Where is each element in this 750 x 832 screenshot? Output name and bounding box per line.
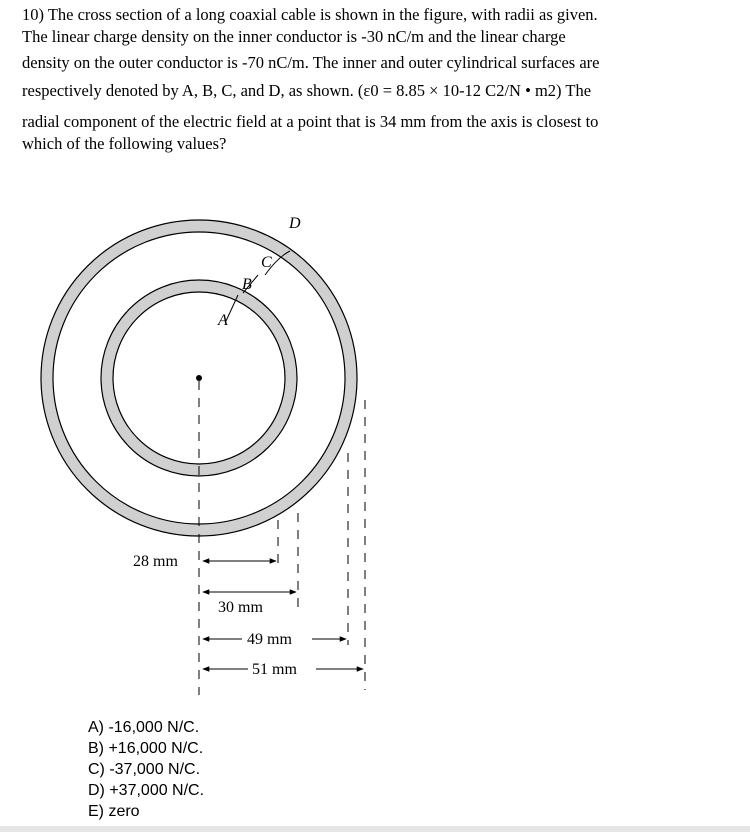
- answer-choices: [88, 717, 204, 822]
- dim-label-49mm: 49 mm: [247, 631, 292, 648]
- answer-option-b[interactable]: B) +16,000 N/C.: [88, 740, 204, 757]
- answer-option-c[interactable]: C) -37,000 N/C.: [88, 761, 201, 778]
- question-line-3: density on the outer conductor is -70 nC/m. The inner and outer cylindrical surfaces are: [22, 53, 600, 72]
- surface-label-c: C: [261, 254, 272, 271]
- surface-label-b: B: [242, 276, 252, 293]
- question-line-1: 10) The cross section of a long coaxial cable is shown in the figure, with radii as given.: [22, 5, 598, 24]
- surface-label-d: D: [289, 215, 301, 232]
- question-line-5: radial component of the electric field at a point that is 34 mm from the axis is closest to: [22, 112, 599, 131]
- axis-center-dot: [196, 375, 202, 381]
- question-line-2: The linear charge density on the inner conductor is -30 nC/m and the linear charge: [22, 27, 566, 46]
- answer-option-e[interactable]: E) zero: [88, 803, 140, 820]
- question-line-6: which of the following values?: [22, 134, 227, 153]
- dim-label-51mm: 51 mm: [252, 661, 297, 678]
- answer-option-a[interactable]: A) -16,000 N/C.: [88, 719, 200, 736]
- answer-option-d[interactable]: D) +37,000 N/C.: [88, 782, 205, 799]
- dim-label-30mm: 30 mm: [218, 599, 263, 616]
- question-line-4: respectively denoted by A, B, C, and D, as shown. (ε0 = 8.85 × 10-12 C2/N • m2) The: [22, 81, 592, 100]
- surface-label-a: A: [218, 312, 228, 329]
- page-bottom-border: [0, 826, 750, 832]
- coaxial-cable-figure: [0, 195, 750, 695]
- dim-label-28mm: 28 mm: [133, 553, 178, 570]
